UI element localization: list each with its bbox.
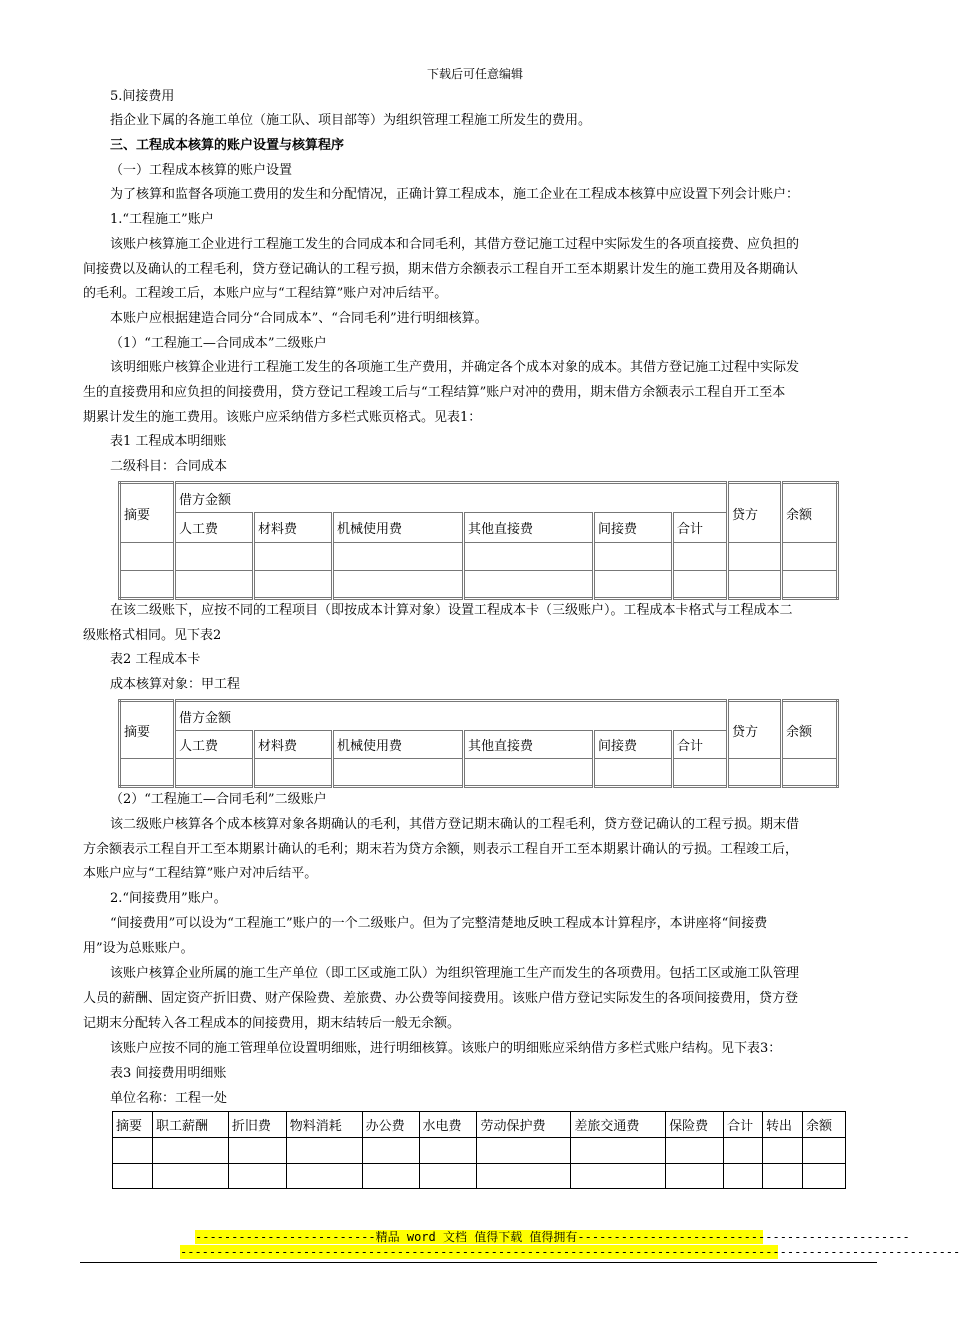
table-row [120, 571, 838, 599]
subsection-heading: （1）“工程施工—合同成本”二级账户 [110, 336, 327, 351]
paragraph: 记期末分配转入各工程成本的间接费用，期末结转后一般无余额。 [83, 1016, 461, 1031]
table-1 [118, 481, 839, 600]
header-col: 机械使用费 [333, 731, 464, 759]
header-col: 机械使用费 [333, 513, 464, 543]
header-col: 其他直接费 [464, 513, 594, 543]
header-summary: 摘要 [120, 701, 175, 759]
page-header: 下载后可任意编辑 [426, 67, 523, 81]
header-col: 间接费 [594, 731, 673, 759]
header-col: 转出 [763, 1112, 803, 1138]
header-col: 保险费 [666, 1112, 724, 1138]
header-col: 合计 [673, 731, 728, 759]
table-caption: 表3 间接费用明细账 [110, 1066, 227, 1081]
header-summary: 摘要 [120, 483, 175, 543]
subsection-heading: （一）工程成本核算的账户设置 [110, 163, 293, 178]
header-col: 职工薪酬 [152, 1112, 228, 1138]
section-heading: 三、工程成本核算的账户设置与核算程序 [110, 138, 345, 153]
paragraph: 指企业下属的各施工单位（施工队、项目部等）为组织管理工程施工所发生的费用。 [110, 113, 592, 128]
header-col: 水电费 [419, 1112, 477, 1138]
item-5-title: 5.间接费用 [110, 89, 175, 104]
paragraph: 该二级账户核算各个成本核算对象各期确认的毛利，其借方登记期末确认的工程毛利，贷方登记确认的工程亏损。期末借 [110, 817, 800, 832]
paragraph: 该账户核算施工企业进行工程施工发生的合同成本和合同毛利，其借方登记施工过程中实际发生的各项直接费、应负担的 [110, 237, 800, 252]
header-col: 合计 [724, 1112, 763, 1138]
paragraph: 期累计发生的施工费用。该账户应采纳借方多栏式账页格式。见表1： [83, 410, 482, 425]
header-col: 余额 [802, 1112, 845, 1138]
table-row [113, 1164, 846, 1189]
paragraph: 该账户应按不同的施工管理单位设置明细账，进行明细核算。该账户的明细账应采纳借方多栏式账户结构。见下表3： [110, 1041, 782, 1056]
header-balance: 余额 [782, 701, 838, 759]
table-subject: 成本核算对象：甲工程 [110, 677, 241, 692]
paragraph: 在该二级账下，应按不同的工程项目（即按成本计算对象）设置工程成本卡（三级账户）。工程成本卡格式与工程成本二 [110, 603, 793, 618]
paragraph: 用”设为总账账户。 [83, 941, 194, 956]
header-credit: 贷方 [728, 701, 782, 759]
table-row [113, 1138, 846, 1164]
footer-banner: -------------------------精品 word 文档 值得下载 值得拥有---------------------------------------------- [195, 1230, 910, 1244]
header-balance: 余额 [782, 483, 838, 543]
header-col: 办公费 [362, 1112, 419, 1138]
header-col: 劳动保护费 [477, 1112, 571, 1138]
header-debit: 借方金额 [175, 701, 728, 731]
header-col: 材料费 [254, 731, 333, 759]
paragraph: 本账户应与“工程结算”账户对冲后结平。 [83, 866, 318, 881]
paragraph: 为了核算和监督各项施工费用的发生和分配情况，正确计算工程成本，施工企业在工程成本核算中应设置下列会计账户： [110, 187, 800, 202]
header-col: 折旧费 [228, 1112, 286, 1138]
paragraph: 该明细账户核算企业进行工程施工发生的各项施工生产费用，并确定各个成本对象的成本。其借方登记施工过程中实际发 [110, 360, 800, 375]
table-3 [112, 1111, 846, 1189]
header-col: 人工费 [175, 513, 254, 543]
header-col: 间接费 [594, 513, 673, 543]
item-1-title: 1.“工程施工”账户 [110, 212, 214, 227]
paragraph: 方余额表示工程自开工至本期累计确认的毛利；期末若为贷方余额，则表示工程自开工至本期累计确认的亏损。工程竣工后， [83, 842, 799, 857]
header-col: 摘要 [113, 1112, 153, 1138]
paragraph: 生的直接费用和应负担的间接费用，贷方登记工程竣工后与“工程结算”账户对冲的费用，期末借方余额表示工程自开工至本 [83, 385, 786, 400]
paragraph: 间接费以及确认的工程毛利，贷方登记确认的工程亏损，期末借方余额表示工程自开工至本期累计发生的施工费用及各期确认 [83, 262, 799, 277]
footer-dashes: ------------------------------------------------------------------------------------------------------------ [180, 1245, 960, 1259]
header-debit: 借方金额 [175, 483, 728, 513]
subsection-heading: （2）“工程施工—合同毛利”二级账户 [110, 792, 327, 807]
table-caption: 表1 工程成本明细账 [110, 434, 227, 449]
item-2-title: 2.“间接费用”账户。 [110, 891, 227, 906]
header-col: 合计 [673, 513, 728, 543]
header-col: 人工费 [175, 731, 254, 759]
header-credit: 贷方 [728, 483, 782, 543]
header-col: 材料费 [254, 513, 333, 543]
paragraph: 本账户应根据建造合同分“合同成本”、“合同毛利”进行明细核算。 [110, 311, 488, 326]
footer-rule [80, 1262, 877, 1263]
paragraph: 人员的薪酬、固定资产折旧费、财产保险费、差旅费、办公费等间接费用。该账户借方登记实际发生的各项间接费用，贷方登 [83, 991, 799, 1006]
header-col: 物料消耗 [286, 1112, 362, 1138]
table-row [120, 759, 838, 787]
table-row [120, 543, 838, 571]
table-2 [118, 699, 839, 788]
paragraph: “间接费用”可以设为“工程施工”账户的一个二级账户。但为了完整清楚地反映工程成本计算程序，本讲座将“间接费 [110, 916, 768, 931]
paragraph: 的毛利。工程竣工后，本账户应与“工程结算”账户对冲后结平。 [83, 286, 448, 301]
header-col: 差旅交通费 [571, 1112, 666, 1138]
paragraph: 该账户核算企业所属的施工生产单位（即工区或施工队）为组织管理施工生产而发生的各项费用。包括工区或施工队管理 [110, 966, 800, 981]
table-subject: 二级科目：合同成本 [110, 459, 228, 474]
table-subject: 单位名称：工程一处 [110, 1091, 228, 1106]
table-caption: 表2 工程成本卡 [110, 652, 201, 667]
paragraph: 级账格式相同。见下表2 [83, 628, 222, 643]
header-col: 其他直接费 [464, 731, 594, 759]
